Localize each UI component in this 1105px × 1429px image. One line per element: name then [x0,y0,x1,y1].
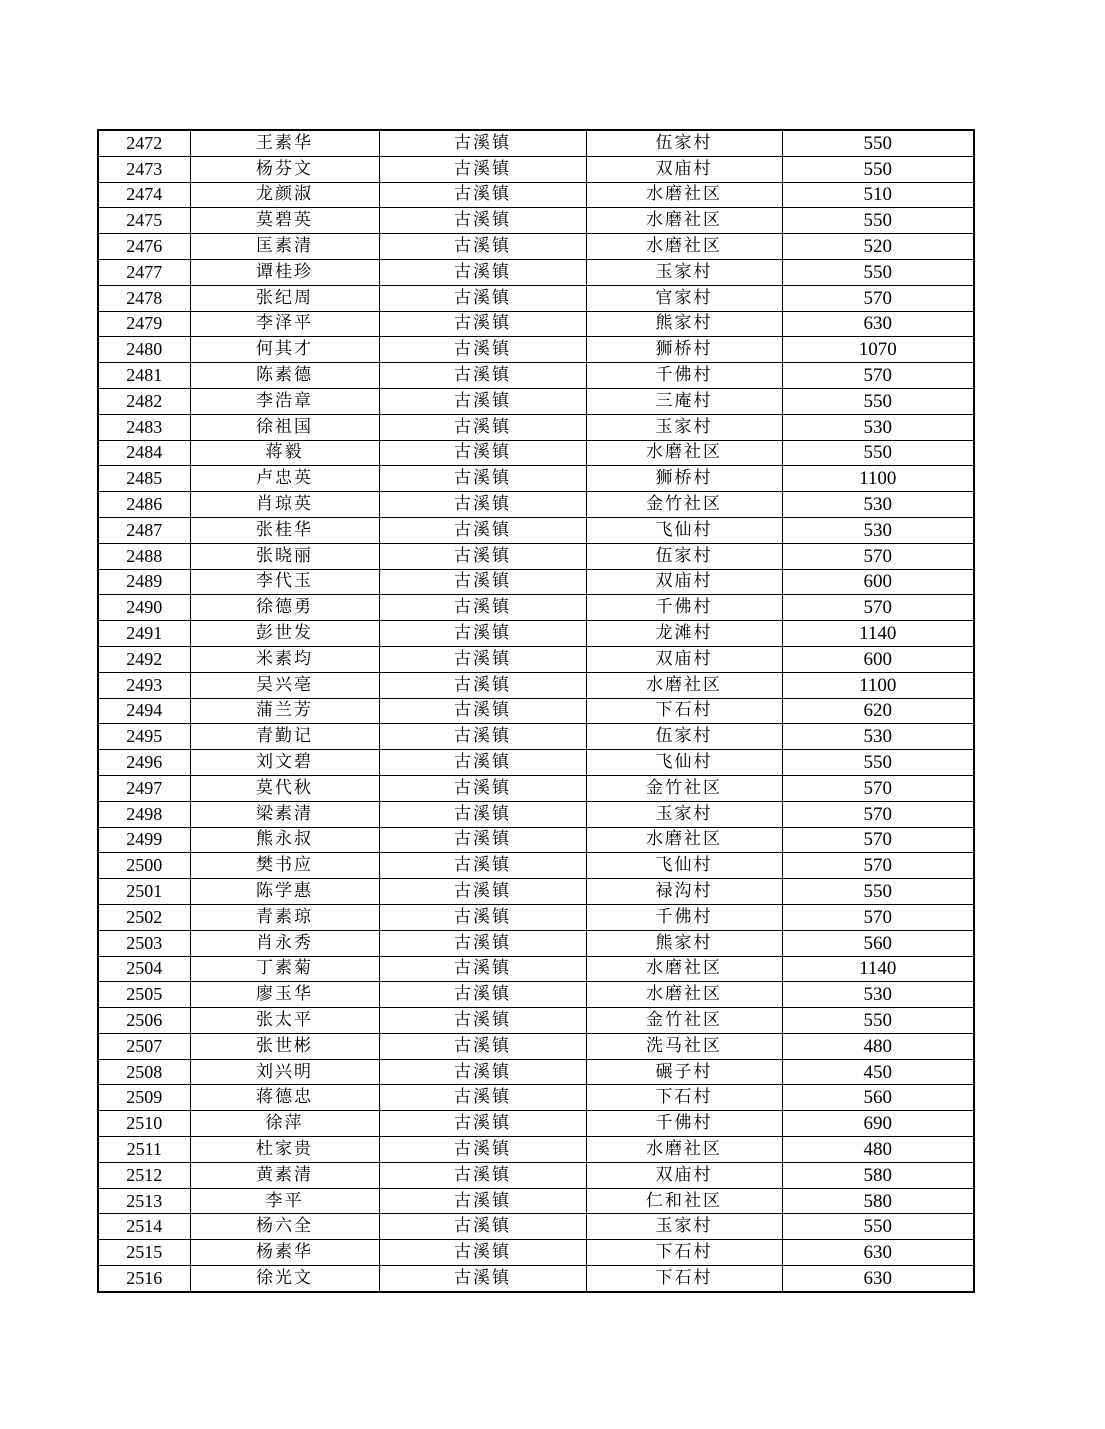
amount-cell: 600 [782,569,974,595]
row-number-cell: 2474 [98,182,190,208]
name-cell: 黄素清 [190,1162,379,1188]
table-row [98,466,974,492]
amount-cell: 550 [782,750,974,776]
name-cell: 刘文碧 [190,750,379,776]
village-cell: 熊家村 [586,311,782,337]
amount-cell: 550 [782,259,974,285]
village-cell: 水磨社区 [586,182,782,208]
name-cell: 廖玉华 [190,982,379,1008]
table-row [98,311,974,337]
town-cell: 古溪镇 [379,234,586,260]
village-cell: 下石村 [586,1266,782,1292]
row-number-cell: 2503 [98,930,190,956]
name-cell: 徐光文 [190,1266,379,1292]
row-number-cell: 2482 [98,388,190,414]
town-cell: 古溪镇 [379,414,586,440]
village-cell: 官家村 [586,285,782,311]
village-cell: 金竹社区 [586,492,782,518]
town-cell: 古溪镇 [379,724,586,750]
amount-cell: 550 [782,1008,974,1034]
village-cell: 龙滩村 [586,621,782,647]
row-number-cell: 2477 [98,259,190,285]
amount-cell: 630 [782,311,974,337]
town-cell: 古溪镇 [379,337,586,363]
row-number-cell: 2510 [98,1111,190,1137]
village-cell: 水磨社区 [586,982,782,1008]
name-cell: 李泽平 [190,311,379,337]
town-cell: 古溪镇 [379,1033,586,1059]
village-cell: 玉家村 [586,259,782,285]
name-cell: 卢忠英 [190,466,379,492]
table-row [98,1266,974,1292]
name-cell: 张太平 [190,1008,379,1034]
village-cell: 水磨社区 [586,672,782,698]
town-cell: 古溪镇 [379,440,586,466]
name-cell: 杨素华 [190,1240,379,1266]
amount-cell: 690 [782,1111,974,1137]
table-row [98,801,974,827]
amount-cell: 1140 [782,621,974,647]
table-row [98,492,974,518]
table-row [98,1240,974,1266]
village-cell: 狮桥村 [586,466,782,492]
amount-cell: 1100 [782,672,974,698]
name-cell: 何其才 [190,337,379,363]
town-cell: 古溪镇 [379,1085,586,1111]
amount-cell: 550 [782,156,974,182]
village-cell: 下石村 [586,1240,782,1266]
table-row [98,182,974,208]
village-cell: 金竹社区 [586,1008,782,1034]
table-row [98,440,974,466]
name-cell: 彭世发 [190,621,379,647]
name-cell: 蒋德忠 [190,1085,379,1111]
row-number-cell: 2514 [98,1214,190,1240]
table-row [98,698,974,724]
village-cell: 伍家村 [586,724,782,750]
amount-cell: 1140 [782,956,974,982]
row-number-cell: 2475 [98,208,190,234]
town-cell: 古溪镇 [379,853,586,879]
name-cell: 李代玉 [190,569,379,595]
town-cell: 古溪镇 [379,621,586,647]
row-number-cell: 2480 [98,337,190,363]
village-cell: 玉家村 [586,1214,782,1240]
town-cell: 古溪镇 [379,208,586,234]
amount-cell: 520 [782,234,974,260]
town-cell: 古溪镇 [379,285,586,311]
town-cell: 古溪镇 [379,363,586,389]
row-number-cell: 2509 [98,1085,190,1111]
table-row [98,234,974,260]
name-cell: 龙颜淑 [190,182,379,208]
row-number-cell: 2504 [98,956,190,982]
row-number-cell: 2487 [98,517,190,543]
name-cell: 张桂华 [190,517,379,543]
row-number-cell: 2498 [98,801,190,827]
row-number-cell: 2513 [98,1188,190,1214]
amount-cell: 530 [782,982,974,1008]
row-number-cell: 2511 [98,1137,190,1163]
name-cell: 青素琼 [190,904,379,930]
town-cell: 古溪镇 [379,543,586,569]
town-cell: 古溪镇 [379,672,586,698]
name-cell: 蒋毅 [190,440,379,466]
village-cell: 三庵村 [586,388,782,414]
name-cell: 张世彬 [190,1033,379,1059]
name-cell: 李浩章 [190,388,379,414]
name-cell: 吴兴亳 [190,672,379,698]
amount-cell: 570 [782,543,974,569]
amount-cell: 570 [782,775,974,801]
row-number-cell: 2507 [98,1033,190,1059]
table-row [98,672,974,698]
table-row [98,724,974,750]
row-number-cell: 2500 [98,853,190,879]
table-row [98,621,974,647]
village-cell: 飞仙村 [586,750,782,776]
amount-cell: 450 [782,1059,974,1085]
table-row [98,595,974,621]
amount-cell: 560 [782,1085,974,1111]
village-cell: 金竹社区 [586,775,782,801]
village-cell: 水磨社区 [586,956,782,982]
name-cell: 李平 [190,1188,379,1214]
village-cell: 伍家村 [586,543,782,569]
row-number-cell: 2478 [98,285,190,311]
town-cell: 古溪镇 [379,904,586,930]
amount-cell: 530 [782,414,974,440]
row-number-cell: 2505 [98,982,190,1008]
town-cell: 古溪镇 [379,388,586,414]
table-row [98,646,974,672]
name-cell: 王素华 [190,130,379,156]
amount-cell: 1100 [782,466,974,492]
town-cell: 古溪镇 [379,1137,586,1163]
amount-cell: 570 [782,853,974,879]
table-row [98,259,974,285]
village-cell: 熊家村 [586,930,782,956]
town-cell: 古溪镇 [379,595,586,621]
village-cell: 下石村 [586,1085,782,1111]
name-cell: 青勤记 [190,724,379,750]
village-cell: 飞仙村 [586,853,782,879]
amount-cell: 550 [782,130,974,156]
town-cell: 古溪镇 [379,698,586,724]
row-number-cell: 2508 [98,1059,190,1085]
town-cell: 古溪镇 [379,646,586,672]
town-cell: 古溪镇 [379,259,586,285]
data-table [97,129,975,1293]
table-row [98,285,974,311]
town-cell: 古溪镇 [379,1111,586,1137]
table-row [98,930,974,956]
name-cell: 樊书应 [190,853,379,879]
table-row [98,156,974,182]
name-cell: 谭桂珍 [190,259,379,285]
amount-cell: 530 [782,517,974,543]
village-cell: 双庙村 [586,646,782,672]
town-cell: 古溪镇 [379,982,586,1008]
village-cell: 飞仙村 [586,517,782,543]
amount-cell: 580 [782,1188,974,1214]
village-cell: 水磨社区 [586,440,782,466]
amount-cell: 550 [782,879,974,905]
town-cell: 古溪镇 [379,827,586,853]
amount-cell: 570 [782,904,974,930]
town-cell: 古溪镇 [379,1059,586,1085]
table-row [98,956,974,982]
town-cell: 古溪镇 [379,156,586,182]
town-cell: 古溪镇 [379,517,586,543]
village-cell: 仁和社区 [586,1188,782,1214]
row-number-cell: 2512 [98,1162,190,1188]
name-cell: 莫代秋 [190,775,379,801]
table-row [98,414,974,440]
village-cell: 水磨社区 [586,234,782,260]
row-number-cell: 2490 [98,595,190,621]
village-cell: 千佛村 [586,904,782,930]
town-cell: 古溪镇 [379,750,586,776]
town-cell: 古溪镇 [379,1008,586,1034]
row-number-cell: 2476 [98,234,190,260]
row-number-cell: 2501 [98,879,190,905]
village-cell: 水磨社区 [586,208,782,234]
amount-cell: 600 [782,646,974,672]
table-row [98,1214,974,1240]
amount-cell: 570 [782,595,974,621]
table-row [98,982,974,1008]
name-cell: 徐祖国 [190,414,379,440]
town-cell: 古溪镇 [379,569,586,595]
row-number-cell: 2499 [98,827,190,853]
table-row [98,1137,974,1163]
name-cell: 徐萍 [190,1111,379,1137]
name-cell: 杨六全 [190,1214,379,1240]
row-number-cell: 2486 [98,492,190,518]
table-row [98,775,974,801]
amount-cell: 630 [782,1266,974,1292]
village-cell: 双庙村 [586,569,782,595]
village-cell: 双庙村 [586,1162,782,1188]
table-row [98,904,974,930]
row-number-cell: 2484 [98,440,190,466]
name-cell: 杜家贵 [190,1137,379,1163]
village-cell: 伍家村 [586,130,782,156]
row-number-cell: 2479 [98,311,190,337]
town-cell: 古溪镇 [379,492,586,518]
table-row [98,569,974,595]
table-row [98,853,974,879]
name-cell: 徐德勇 [190,595,379,621]
name-cell: 蒲兰芳 [190,698,379,724]
name-cell: 莫碧英 [190,208,379,234]
town-cell: 古溪镇 [379,1214,586,1240]
village-cell: 玉家村 [586,414,782,440]
name-cell: 匡素清 [190,234,379,260]
amount-cell: 530 [782,492,974,518]
table-row [98,1008,974,1034]
row-number-cell: 2491 [98,621,190,647]
village-cell: 下石村 [586,698,782,724]
amount-cell: 480 [782,1033,974,1059]
table-row [98,543,974,569]
village-cell: 玉家村 [586,801,782,827]
village-cell: 双庙村 [586,156,782,182]
amount-cell: 570 [782,285,974,311]
amount-cell: 570 [782,827,974,853]
town-cell: 古溪镇 [379,1266,586,1292]
amount-cell: 550 [782,1214,974,1240]
amount-cell: 510 [782,182,974,208]
table-row [98,337,974,363]
town-cell: 古溪镇 [379,801,586,827]
table-row [98,1033,974,1059]
row-number-cell: 2481 [98,363,190,389]
name-cell: 肖永秀 [190,930,379,956]
town-cell: 古溪镇 [379,879,586,905]
table-row [98,750,974,776]
amount-cell: 480 [782,1137,974,1163]
town-cell: 古溪镇 [379,956,586,982]
table-row [98,388,974,414]
amount-cell: 550 [782,440,974,466]
amount-cell: 630 [782,1240,974,1266]
village-cell: 水磨社区 [586,1137,782,1163]
amount-cell: 1070 [782,337,974,363]
row-number-cell: 2506 [98,1008,190,1034]
table-row [98,1162,974,1188]
amount-cell: 530 [782,724,974,750]
name-cell: 丁素菊 [190,956,379,982]
name-cell: 肖琼英 [190,492,379,518]
village-cell: 狮桥村 [586,337,782,363]
table-row [98,1111,974,1137]
village-cell: 水磨社区 [586,827,782,853]
row-number-cell: 2496 [98,750,190,776]
name-cell: 张纪周 [190,285,379,311]
village-cell: 千佛村 [586,595,782,621]
village-cell: 禄沟村 [586,879,782,905]
amount-cell: 580 [782,1162,974,1188]
town-cell: 古溪镇 [379,930,586,956]
name-cell: 杨芬文 [190,156,379,182]
town-cell: 古溪镇 [379,130,586,156]
amount-cell: 620 [782,698,974,724]
amount-cell: 570 [782,363,974,389]
name-cell: 熊永叔 [190,827,379,853]
table-row [98,1085,974,1111]
row-number-cell: 2493 [98,672,190,698]
table-row [98,130,974,156]
table-body [98,130,974,1292]
table-row [98,827,974,853]
row-number-cell: 2488 [98,543,190,569]
town-cell: 古溪镇 [379,1162,586,1188]
amount-cell: 560 [782,930,974,956]
village-cell: 碾子村 [586,1059,782,1085]
amount-cell: 550 [782,388,974,414]
row-number-cell: 2495 [98,724,190,750]
row-number-cell: 2489 [98,569,190,595]
row-number-cell: 2483 [98,414,190,440]
name-cell: 陈学惠 [190,879,379,905]
town-cell: 古溪镇 [379,1240,586,1266]
row-number-cell: 2472 [98,130,190,156]
town-cell: 古溪镇 [379,1188,586,1214]
town-cell: 古溪镇 [379,182,586,208]
town-cell: 古溪镇 [379,775,586,801]
name-cell: 梁素清 [190,801,379,827]
table-row [98,1059,974,1085]
table-row [98,363,974,389]
town-cell: 古溪镇 [379,466,586,492]
name-cell: 陈素德 [190,363,379,389]
name-cell: 刘兴明 [190,1059,379,1085]
amount-cell: 570 [782,801,974,827]
table-row [98,517,974,543]
village-cell: 洗马社区 [586,1033,782,1059]
amount-cell: 550 [782,208,974,234]
row-number-cell: 2515 [98,1240,190,1266]
row-number-cell: 2494 [98,698,190,724]
table-row [98,1188,974,1214]
table-row [98,879,974,905]
village-cell: 千佛村 [586,363,782,389]
row-number-cell: 2497 [98,775,190,801]
table-row [98,208,974,234]
town-cell: 古溪镇 [379,311,586,337]
name-cell: 张晓丽 [190,543,379,569]
row-number-cell: 2516 [98,1266,190,1292]
row-number-cell: 2485 [98,466,190,492]
name-cell: 米素均 [190,646,379,672]
row-number-cell: 2473 [98,156,190,182]
village-cell: 千佛村 [586,1111,782,1137]
row-number-cell: 2502 [98,904,190,930]
row-number-cell: 2492 [98,646,190,672]
